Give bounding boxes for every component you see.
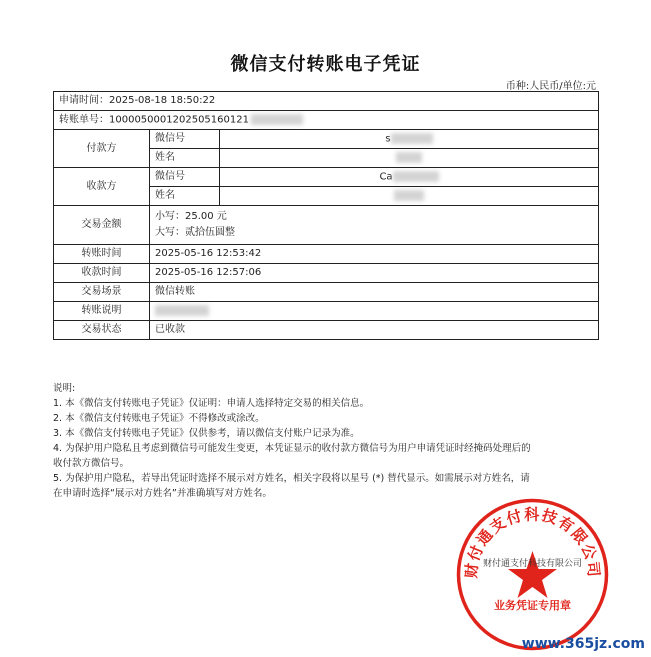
amount-big: 大写：贰拾伍圆整 — [155, 227, 235, 238]
status-row — [54, 321, 599, 340]
note-item: 3. 本《微信支付转账电子凭证》仅供参考，请以微信支付账户记录为准。 — [53, 428, 360, 439]
payee-wechat-id: Ca — [220, 168, 599, 187]
receive-time-label: 收款时间 — [54, 264, 150, 283]
remark-label: 转账说明 — [54, 302, 150, 321]
status: 已收款 — [150, 321, 599, 340]
note-item: 5. 为保护用户隐私，若导出凭证时选择不展示对方姓名，相关字段将以星号 (*) 替代显示。如需展示对方姓名，请 — [53, 473, 530, 484]
transfer-time-label: 转账时间 — [54, 245, 150, 264]
note-item: 2. 本《微信支付转账电子凭证》不得修改或涂改。 — [53, 413, 265, 424]
scene: 微信转账 — [150, 283, 599, 302]
transfer-time-row — [54, 245, 599, 264]
voucher-table — [53, 91, 599, 340]
remark — [150, 302, 599, 321]
redaction-mask — [251, 114, 303, 125]
payer-wechat-id-label: 微信号 — [150, 130, 220, 149]
payee-name — [220, 187, 599, 206]
transfer-no-row — [54, 111, 599, 130]
notes-heading: 说明: — [53, 383, 76, 394]
payee-label: 收款方 — [54, 168, 150, 206]
payer-name — [220, 149, 599, 168]
page-title: 微信支付转账电子凭证 — [230, 54, 421, 75]
redaction-mask — [391, 133, 433, 144]
seal-inner-text: 财付通支付科技有限公司 — [482, 559, 583, 569]
scene-row — [54, 283, 599, 302]
payee-name-label: 姓名 — [150, 187, 220, 206]
amount-row — [54, 206, 599, 245]
amount-small: 小写：25.00 元 — [155, 211, 227, 222]
redaction-mask — [394, 190, 424, 201]
receive-time: 2025-05-16 12:57:06 — [150, 264, 599, 283]
payer-label: 付款方 — [54, 130, 150, 168]
redaction-mask — [155, 305, 209, 316]
redaction-mask — [396, 152, 422, 163]
seal-bottom-text: 业务凭证专用章 — [494, 599, 571, 612]
official-seal — [455, 497, 610, 652]
note-item: 4. 为保护用户隐私且考虑到微信号可能发生变更，本凭证显示的收付款方微信号为用户申请凭证时经掩码处理后的 — [53, 443, 531, 454]
status-label: 交易状态 — [54, 321, 150, 340]
transfer-no: 转账单号：1000050001202505160121 — [54, 111, 599, 130]
remark-row — [54, 302, 599, 321]
payee-wechat-id-label: 微信号 — [150, 168, 220, 187]
payer-wechat-id: s — [220, 130, 599, 149]
seal-company-text: 财付通支付科技有限公司 — [462, 505, 603, 579]
note-item: 在申请时选择“展示对方姓名”并准确填写对方姓名。 — [53, 488, 272, 499]
payer-name-label: 姓名 — [150, 149, 220, 168]
note-item: 收付款方微信号。 — [53, 458, 130, 469]
seal-svg — [455, 497, 610, 652]
amount-values — [150, 206, 599, 245]
redaction-mask — [393, 171, 439, 182]
receive-time-row — [54, 264, 599, 283]
amount-label: 交易金额 — [54, 206, 150, 245]
payer-wechat-row — [54, 130, 599, 149]
transfer-time: 2025-05-16 12:53:42 — [150, 245, 599, 264]
note-item: 1. 本《微信支付转账电子凭证》仅证明：申请人选择特定交易的相关信息。 — [53, 398, 370, 409]
apply-time-row — [54, 92, 599, 111]
site-watermark: www.365jz.com — [521, 636, 645, 652]
apply-time: 申请时间：2025-08-18 18:50:22 — [54, 92, 599, 111]
scene-label: 交易场景 — [54, 283, 150, 302]
notes-section — [53, 381, 598, 501]
currency-note: 币种:人民币/单位:元 — [505, 81, 596, 92]
payee-wechat-row — [54, 168, 599, 187]
